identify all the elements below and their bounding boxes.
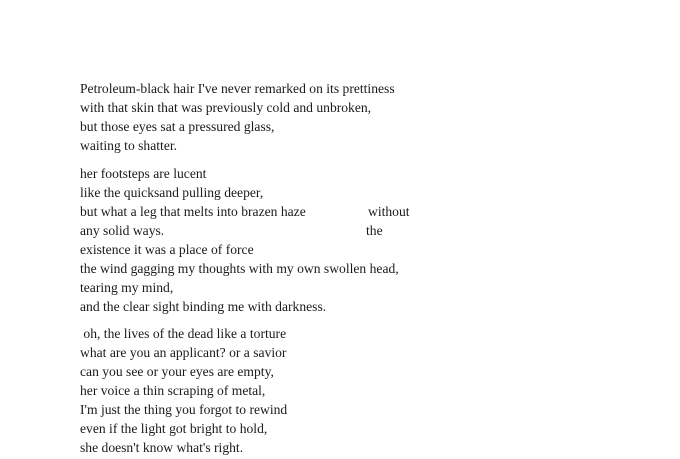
offset-word-without: without [368,204,410,219]
poem-line: oh, the lives of the dead like a torture [80,326,287,341]
poem-line: her voice a thin scraping of metal, [80,383,266,398]
poem-line: Petroleum-black hair I've never remarked on its prettiness [80,81,395,96]
poem-line: tearing my mind, [80,280,174,295]
poem-line: her footsteps are lucent [80,166,207,181]
poem-line: can you see or your eyes are empty, [80,364,274,379]
poem-line: and the clear sight binding me with darkness. [80,299,327,314]
poem-line: what are you an applicant? or a savior [80,345,287,360]
poem-line: like the quicksand pulling deeper, [80,185,264,200]
poem-line: waiting to shatter. [80,138,178,153]
poem-line: she doesn't know what's right. [80,440,244,455]
poem-line: but those eyes sat a pressured glass, [80,119,275,134]
poem-line-with-offset-word [80,221,520,240]
poem-line-text: but what a leg that melts into brazen haze [80,204,306,219]
poem-line: the wind gagging my thoughts with my own swollen head, [80,261,399,276]
stanza-3 [80,324,520,457]
poem-line: with that skin that was previously cold and unbroken, [80,100,372,115]
stanza-2 [80,164,520,316]
poem-line: existence it was a place of force [80,242,254,257]
offset-word-the: the [366,223,383,238]
poem-line-text: any solid ways. [80,223,165,238]
poem-line-with-offset-word [80,202,520,221]
stanza-1 [80,79,520,155]
poem-line: I'm just the thing you forgot to rewind [80,402,288,417]
poem-line: even if the light got bright to hold, [80,421,268,436]
